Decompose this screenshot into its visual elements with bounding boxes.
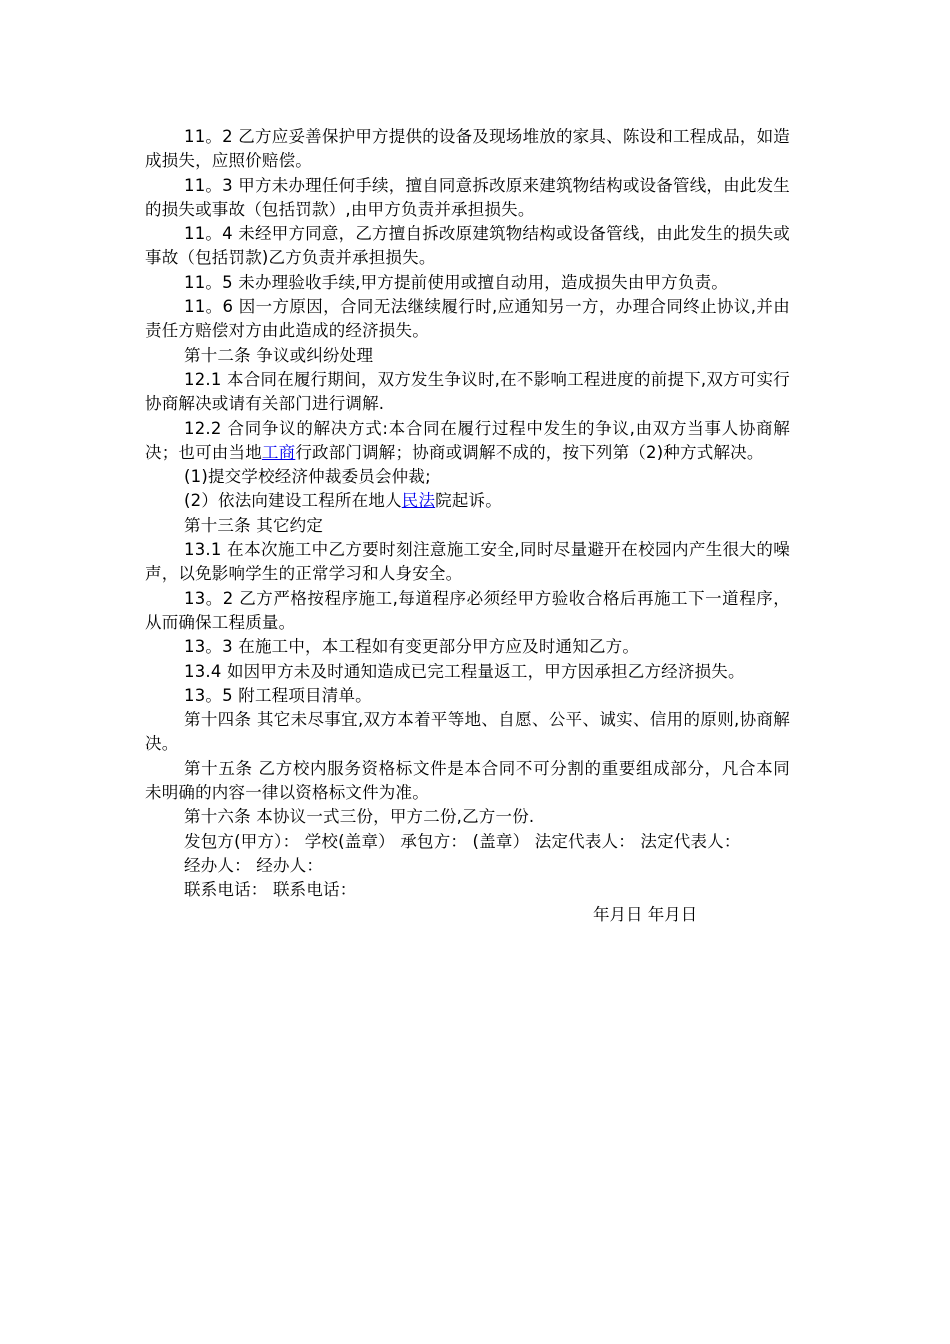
- paragraph-text: (1)提交学校经济仲裁委员会仲裁;: [184, 467, 431, 487]
- paragraph: [145, 125, 790, 174]
- paragraph-text: 12.2 合同争议的解决方式:本合同在履行过程中发生的争议,由双方当事人协商解决；也可由当地: [145, 418, 790, 462]
- paragraph: [145, 757, 790, 806]
- paragraph-text: 13.1 在本次施工中乙方要时刻注意施工安全,同时尽量避开在校园内产生很大的噪声，以免影响学生的正常学习和人身安全。: [145, 540, 790, 584]
- paragraph: [145, 684, 790, 708]
- paragraph: [145, 830, 790, 854]
- paragraph-text: 第十五条 乙方校内服务资格标文件是本合同不可分割的重要组成部分，凡合本同未明确的内容一律以资格标文件为准。: [145, 758, 790, 803]
- paragraph-text: (2）依法向建设工程所在地人: [184, 491, 402, 511]
- paragraph-text: 第十六条 本协议一式三份，甲方二份,乙方一份.: [184, 807, 535, 827]
- paragraph-text: 11。4 未经甲方同意，乙方擅自拆改原建筑物结构或设备管线，由此发生的损失或事故（包括罚款)乙方负责并承担损失。: [145, 224, 790, 268]
- paragraph-text: 13。2 乙方严格按程序施工,每道程序必须经甲方验收合格后再施工下一道程序，从而确保工程质量。: [145, 588, 790, 632]
- paragraph-text: 第十四条 其它未尽事宜,双方本着平等地、自愿、公平、诚实、信用的原则,协商解决。: [145, 710, 790, 754]
- paragraph: [145, 854, 790, 878]
- paragraph: [145, 344, 790, 368]
- paragraph-text: 行政部门调解；协商或调解不成的，按下列第（2)种方式解决。: [295, 442, 764, 462]
- paragraph: [145, 174, 790, 223]
- paragraph-text: 院起诉。: [435, 491, 502, 511]
- paragraph-text: 11。5 未办理验收手续,甲方提前使用或擅自动用，造成损失由甲方负责。: [184, 272, 728, 292]
- paragraph-text: 11。3 甲方未办理任何手续，擅自同意拆改原来建筑物结构或设备管线，由此发生的损失或事故（包括罚款）,由甲方负责并承担损失。: [145, 175, 790, 219]
- paragraph-text: 11。2 乙方应妥善保护甲方提供的设备及现场堆放的家具、陈设和工程成品，如造成损失，应照价赔偿。: [145, 127, 790, 171]
- paragraph: [145, 417, 790, 466]
- paragraph: [145, 271, 790, 295]
- paragraph: [145, 368, 790, 417]
- paragraph: [145, 708, 790, 757]
- paragraph-text: 12.1 本合同在履行期间，双方发生争议时,在不影响工程进度的前提下,双方可实行协商解决或请有关部门进行调解.: [145, 369, 790, 414]
- paragraph-text: 13。3 在施工中，本工程如有变更部分甲方应及时通知乙方。: [184, 637, 640, 657]
- paragraph-text: 13。5 附工程项目清单。: [184, 685, 372, 705]
- paragraph: [145, 514, 790, 538]
- inline-link[interactable]: 工商: [261, 442, 296, 462]
- signature-date-line: 年月日 年月日: [593, 904, 698, 924]
- paragraph: [145, 660, 790, 684]
- paragraph: [145, 222, 790, 271]
- paragraph-text: 发包方(甲方）： 学校(盖章） 承包方： (盖章） 法定代表人： 法定代表人：: [184, 831, 741, 851]
- paragraph: [145, 538, 790, 587]
- paragraph: [145, 805, 790, 829]
- inline-link[interactable]: 民法: [401, 491, 436, 511]
- paragraph: [145, 295, 790, 344]
- paragraph-text: 11。6 因一方原因，合同无法继续履行时,应通知另一方，办理合同终止协议,并由责任方赔偿对方由此造成的经济损失。: [145, 297, 790, 341]
- paragraph-text: 联系电话： 联系电话：: [184, 880, 357, 900]
- paragraph: [145, 587, 790, 636]
- paragraph-text: 第十二条 争议或纠纷处理: [184, 345, 374, 365]
- paragraph-text: 经办人： 经办人：: [184, 855, 324, 875]
- paragraph-text: 13.4 如因甲方未及时通知造成已完工程量返工，甲方因承担乙方经济损失。: [184, 661, 745, 681]
- paragraph-text: 第十三条 其它约定: [184, 515, 324, 535]
- document-body: [145, 125, 790, 927]
- paragraph: [145, 878, 790, 902]
- paragraph: [145, 489, 790, 513]
- paragraph: [145, 635, 790, 659]
- paragraph: [145, 465, 790, 489]
